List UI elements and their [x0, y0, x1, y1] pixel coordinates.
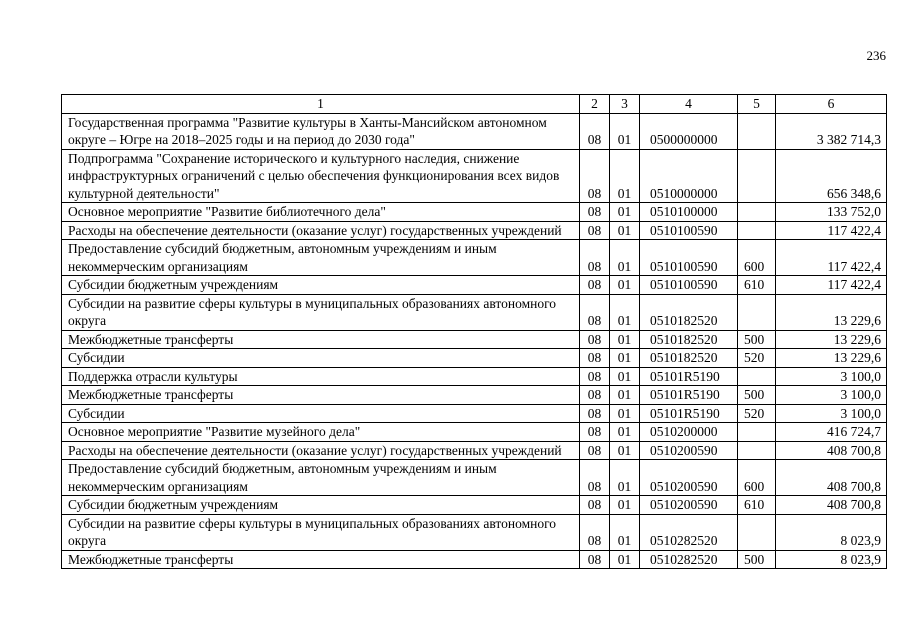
amount-cell: 117 422,4: [776, 276, 887, 295]
expense-name-cell: Поддержка отрасли культуры: [62, 367, 580, 386]
expense-name-cell: Предоставление субсидий бюджетным, автономным учреждениям и иным некоммерческим организациям: [62, 460, 580, 496]
amount-cell: 3 100,0: [776, 386, 887, 405]
expense-type-code-cell: [738, 149, 776, 203]
amount-cell: 13 229,6: [776, 294, 887, 330]
table-row: [62, 113, 887, 149]
expense-name-cell: Межбюджетные трансферты: [62, 330, 580, 349]
section-code-cell: 08: [580, 330, 610, 349]
section-code-cell: 08: [580, 386, 610, 405]
table-body: [62, 113, 887, 569]
column-header-5: 5: [738, 95, 776, 114]
section-code-cell: 08: [580, 349, 610, 368]
column-header-3: 3: [610, 95, 640, 114]
subsection-code-cell: 01: [610, 404, 640, 423]
section-code-cell: 08: [580, 294, 610, 330]
subsection-code-cell: 01: [610, 441, 640, 460]
expense-type-code-cell: [738, 441, 776, 460]
table-row: [62, 367, 887, 386]
target-article-code-cell: 0510200590: [640, 496, 738, 515]
amount-cell: 117 422,4: [776, 240, 887, 276]
target-article-code-cell: 0510182520: [640, 294, 738, 330]
expense-type-code-cell: 600: [738, 240, 776, 276]
subsection-code-cell: 01: [610, 386, 640, 405]
target-article-code-cell: 0510182520: [640, 330, 738, 349]
target-article-code-cell: 0510200000: [640, 423, 738, 442]
target-article-code-cell: 0510282520: [640, 514, 738, 550]
expense-type-code-cell: [738, 367, 776, 386]
target-article-code-cell: 0510100000: [640, 203, 738, 222]
subsection-code-cell: 01: [610, 367, 640, 386]
table-row: [62, 514, 887, 550]
expense-name-cell: Подпрограмма "Сохранение исторического и культурного наследия, снижение инфраструктурных ограничений с целью обеспечения функционирования всех видов культурной деятельности": [62, 149, 580, 203]
amount-cell: 3 382 714,3: [776, 113, 887, 149]
table-row: [62, 294, 887, 330]
section-code-cell: 08: [580, 240, 610, 276]
subsection-code-cell: 01: [610, 221, 640, 240]
table-header-row: [62, 95, 887, 114]
expense-type-code-cell: [738, 203, 776, 222]
amount-cell: 133 752,0: [776, 203, 887, 222]
table-row: [62, 423, 887, 442]
amount-cell: 3 100,0: [776, 404, 887, 423]
subsection-code-cell: 01: [610, 149, 640, 203]
section-code-cell: 08: [580, 550, 610, 569]
expense-type-code-cell: 520: [738, 404, 776, 423]
subsection-code-cell: 01: [610, 240, 640, 276]
section-code-cell: 08: [580, 221, 610, 240]
expense-name-cell: Субсидии бюджетным учреждениям: [62, 496, 580, 515]
section-code-cell: 08: [580, 423, 610, 442]
subsection-code-cell: 01: [610, 514, 640, 550]
expense-type-code-cell: [738, 294, 776, 330]
table-row: [62, 240, 887, 276]
table-row: [62, 149, 887, 203]
expense-name-cell: Предоставление субсидий бюджетным, автономным учреждениям и иным некоммерческим организациям: [62, 240, 580, 276]
expense-name-cell: Субсидии: [62, 404, 580, 423]
expense-type-code-cell: [738, 423, 776, 442]
target-article-code-cell: 05101R5190: [640, 386, 738, 405]
subsection-code-cell: 01: [610, 113, 640, 149]
amount-cell: 13 229,6: [776, 330, 887, 349]
target-article-code-cell: 0510182520: [640, 349, 738, 368]
expense-name-cell: Субсидии бюджетным учреждениям: [62, 276, 580, 295]
expense-name-cell: Субсидии: [62, 349, 580, 368]
target-article-code-cell: 05101R5190: [640, 404, 738, 423]
table-row: [62, 221, 887, 240]
target-article-code-cell: 0510100590: [640, 240, 738, 276]
expense-type-code-cell: 500: [738, 550, 776, 569]
target-article-code-cell: 0510200590: [640, 441, 738, 460]
section-code-cell: 08: [580, 441, 610, 460]
section-code-cell: 08: [580, 203, 610, 222]
table-row: [62, 496, 887, 515]
section-code-cell: 08: [580, 149, 610, 203]
expense-name-cell: Основное мероприятие "Развитие библиотечного дела": [62, 203, 580, 222]
target-article-code-cell: 0510100590: [640, 276, 738, 295]
section-code-cell: 08: [580, 496, 610, 515]
amount-cell: 656 348,6: [776, 149, 887, 203]
target-article-code-cell: 0510200590: [640, 460, 738, 496]
expense-name-cell: Расходы на обеспечение деятельности (оказание услуг) государственных учреждений: [62, 221, 580, 240]
target-article-code-cell: 0510100590: [640, 221, 738, 240]
table-row: [62, 203, 887, 222]
section-code-cell: 08: [580, 367, 610, 386]
subsection-code-cell: 01: [610, 496, 640, 515]
column-header-2: 2: [580, 95, 610, 114]
budget-table: [61, 94, 887, 569]
section-code-cell: 08: [580, 514, 610, 550]
section-code-cell: 08: [580, 113, 610, 149]
expense-type-code-cell: [738, 113, 776, 149]
target-article-code-cell: 0510000000: [640, 149, 738, 203]
amount-cell: 8 023,9: [776, 514, 887, 550]
table-row: [62, 441, 887, 460]
subsection-code-cell: 01: [610, 330, 640, 349]
amount-cell: 408 700,8: [776, 460, 887, 496]
amount-cell: 8 023,9: [776, 550, 887, 569]
table-row: [62, 550, 887, 569]
subsection-code-cell: 01: [610, 460, 640, 496]
target-article-code-cell: 0500000000: [640, 113, 738, 149]
expense-type-code-cell: 520: [738, 349, 776, 368]
column-header-6: 6: [776, 95, 887, 114]
expense-name-cell: Субсидии на развитие сферы культуры в муниципальных образованиях автономного округа: [62, 294, 580, 330]
expense-name-cell: Государственная программа "Развитие культуры в Ханты-Мансийском автономном округе – Югре на 2018–2025 годы и на период до 2030 года": [62, 113, 580, 149]
table-row: [62, 349, 887, 368]
expense-name-cell: Межбюджетные трансферты: [62, 386, 580, 405]
subsection-code-cell: 01: [610, 294, 640, 330]
table-row: [62, 276, 887, 295]
amount-cell: 3 100,0: [776, 367, 887, 386]
amount-cell: 117 422,4: [776, 221, 887, 240]
subsection-code-cell: 01: [610, 550, 640, 569]
table-row: [62, 460, 887, 496]
table-row: [62, 330, 887, 349]
page-number: 236: [866, 48, 886, 63]
section-code-cell: 08: [580, 404, 610, 423]
column-header-1: 1: [62, 95, 580, 114]
amount-cell: 13 229,6: [776, 349, 887, 368]
subsection-code-cell: 01: [610, 276, 640, 295]
target-article-code-cell: 0510282520: [640, 550, 738, 569]
expense-type-code-cell: 600: [738, 460, 776, 496]
amount-cell: 408 700,8: [776, 496, 887, 515]
subsection-code-cell: 01: [610, 423, 640, 442]
column-header-4: 4: [640, 95, 738, 114]
section-code-cell: 08: [580, 460, 610, 496]
expense-type-code-cell: 500: [738, 330, 776, 349]
expense-type-code-cell: [738, 514, 776, 550]
expense-name-cell: Основное мероприятие "Развитие музейного дела": [62, 423, 580, 442]
expense-name-cell: Межбюджетные трансферты: [62, 550, 580, 569]
expense-name-cell: Расходы на обеспечение деятельности (оказание услуг) государственных учреждений: [62, 441, 580, 460]
expense-type-code-cell: 500: [738, 386, 776, 405]
expense-type-code-cell: 610: [738, 276, 776, 295]
table-row: [62, 404, 887, 423]
expense-type-code-cell: 610: [738, 496, 776, 515]
target-article-code-cell: 05101R5190: [640, 367, 738, 386]
table-row: [62, 386, 887, 405]
subsection-code-cell: 01: [610, 349, 640, 368]
subsection-code-cell: 01: [610, 203, 640, 222]
amount-cell: 416 724,7: [776, 423, 887, 442]
expense-type-code-cell: [738, 221, 776, 240]
expense-name-cell: Субсидии на развитие сферы культуры в муниципальных образованиях автономного округа: [62, 514, 580, 550]
section-code-cell: 08: [580, 276, 610, 295]
amount-cell: 408 700,8: [776, 441, 887, 460]
